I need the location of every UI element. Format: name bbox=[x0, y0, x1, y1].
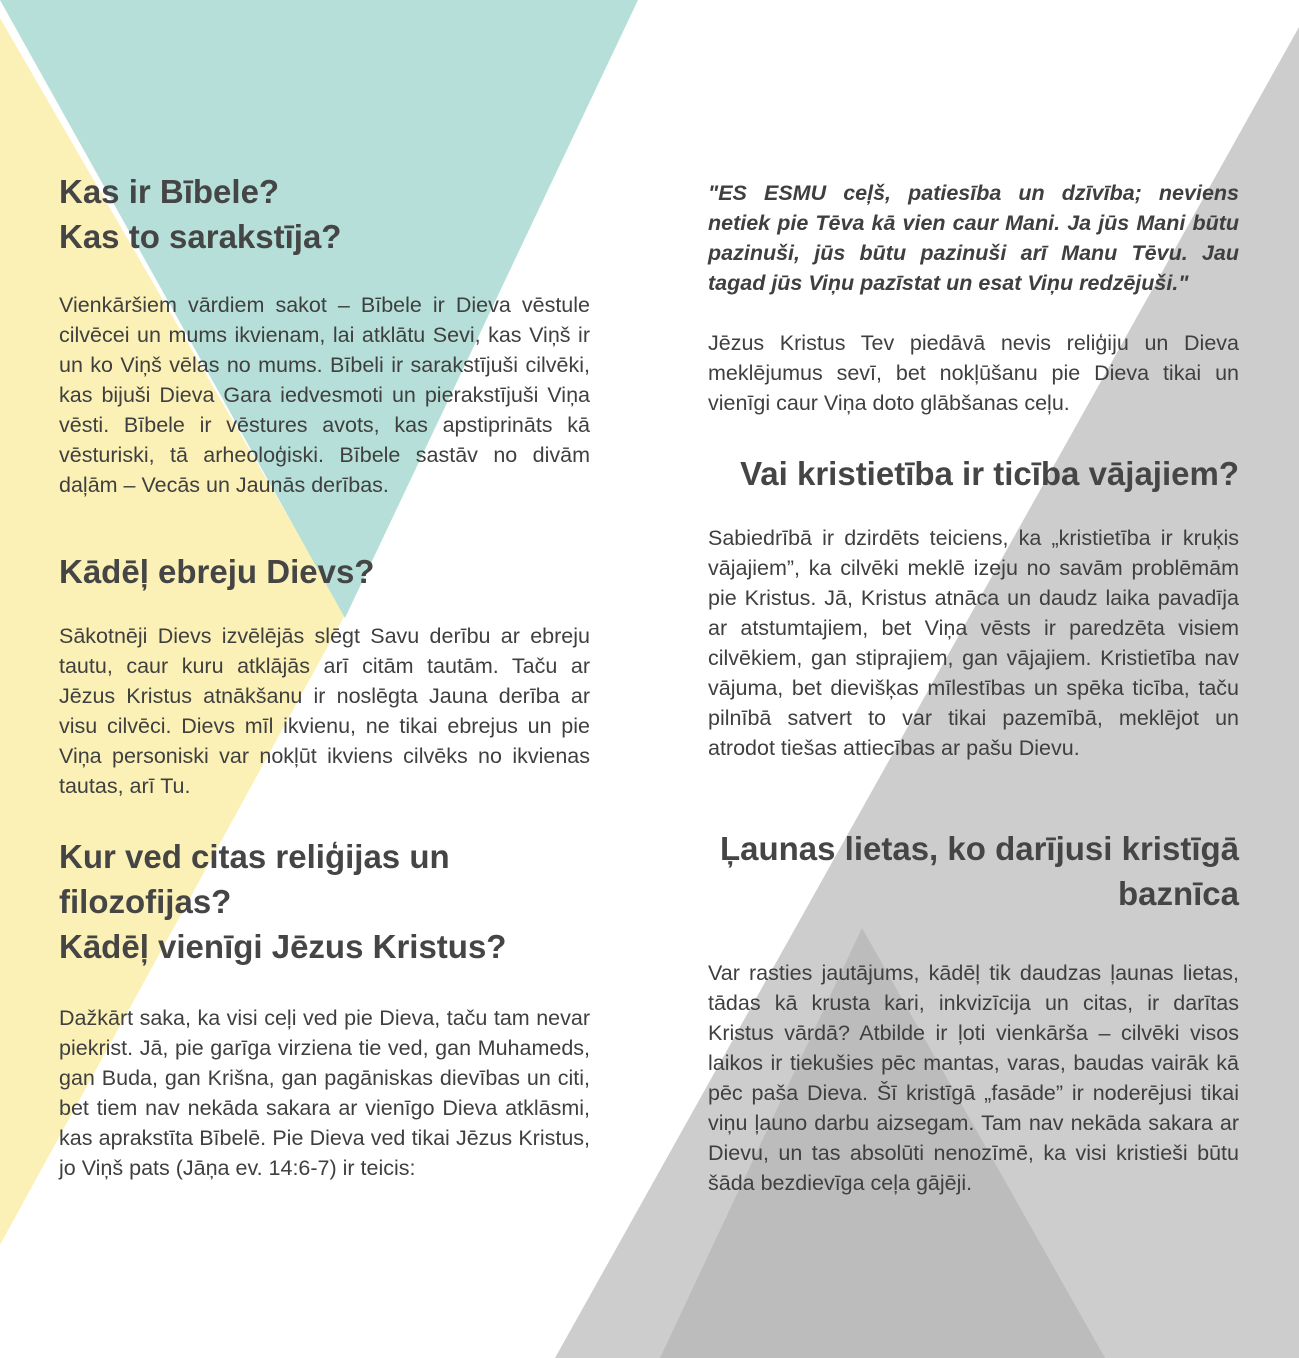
paragraph-church-evil: Var rasties jautājums, kādēļ tik daudzas ļaunas lietas, tādas kā krusta kari, inkvizīcija un citas, ir darītas Kristus vārdā? Atbilde ir ļoti vienkārša – cilvēki visos laikos ir tiekušies pēc mantas, varas, baudas vairāk kā pēc paša Dieva. Šī kristīgā „fasāde” ir noderējusi tikai viņu ļauno darbu aizsegam. Tam nav nekāda sakara ar Dievu, un tas absolūti nenozīmē, ka visi kristieši būtu šāda bezdievīga ceļa gājēji. bbox=[708, 961, 1239, 1195]
section-weak-faith bbox=[708, 451, 1239, 763]
paragraph-jewish-god: Sākotnēji Dievs izvēlējās slēgt Savu derību ar ebreju tautu, caur kuru atklājās arī citām tautām. Taču ar Jēzus Kristus atnākšanu ir noslēgta Jauna derība ar visu cilvēci. Dievs mīl ikvienu, ne tikai ebrejus un pie Viņa personiski var nokļūt ikviens cilvēks no ikvienas tautas, arī Tu. bbox=[59, 624, 590, 798]
heading-line: Kādēļ vienīgi Jēzus Kristus? bbox=[59, 928, 507, 965]
paragraph-weak-faith: Sabiedrībā ir dzirdēts teiciens, ka „kristietība ir kruķis vājajiem”, ka cilvēki meklē izeju no savām problēmām pie Kristus. Jā, Kristus atnāca un daudz laika pavadīja ar atstumtajiem, bet Viņa vēsts ir paredzēta visiem cilvēkiem, gan stiprajiem, gan vājajiem. Kristietība nav vājuma, bet dievišķas mīlestības un spēka ticība, taču pilnībā satvert to var tikai pazemībā, meklējot un atrodot tiešas attiecības ar pašu Dievu. bbox=[708, 526, 1239, 760]
heading-weak-faith: Vai kristietība ir ticība vājajiem? bbox=[740, 455, 1239, 492]
heading-line: baznīca bbox=[1117, 875, 1239, 912]
section-quote bbox=[708, 178, 1239, 418]
section-what-is-bible bbox=[59, 169, 590, 500]
heading-what-is-bible bbox=[59, 169, 590, 259]
heading-line: Kur ved citas reliģijas un bbox=[59, 838, 450, 875]
section-other-religions bbox=[59, 834, 590, 1183]
heading-jewish-god: Kādēļ ebreju Dievs? bbox=[59, 553, 375, 590]
paragraph-what-is-bible: Vienkāršiem vārdiem sakot – Bībele ir Dieva vēstule cilvēcei un mums ikvienam, lai atklātu Sevi, kas Viņš ir un ko Viņš vēlas no mums. Bībeli ir sarakstījuši cilvēki, kas bijuši Dieva Gara iedvesmoti un pierakstījuši Viņa vēsti. Bībele ir vēstures avots, kas apstiprināts kā vēsturiski, tā arheoloģiski. Bībele sastāv no divām daļām – Vecās un Jaunās derības. bbox=[59, 293, 590, 497]
heading-line: Kas to sarakstīja? bbox=[59, 218, 342, 255]
section-church-evil bbox=[708, 826, 1239, 1198]
heading-other-religions bbox=[59, 834, 590, 969]
paragraph-other-religions: Dažkārt saka, ka visi ceļi ved pie Dieva, taču tam nevar piekrist. Jā, pie garīga virziena tie ved, gan Muhameds, gan Buda, gan Krišna, gan pagāniskas dievības un citi, bet tiem nav nekāda sakara ar vienīgo Dieva atklāsmi, kas aprakstīta Bībelē. Pie Dieva ved tikai Jēzus Kristus, jo Viņš pats (Jāņa ev. 14:6-7) ir teicis: bbox=[59, 1006, 590, 1180]
section-jewish-god bbox=[59, 549, 590, 801]
heading-line: filozofijas? bbox=[59, 883, 232, 920]
paragraph-quote-intro: Jēzus Kristus Tev piedāvā nevis reliģiju un Dieva meklējumus sevī, bet nokļūšanu pie Dieva tikai un vienīgi caur Viņa doto glābšanas ceļu. bbox=[708, 331, 1239, 415]
heading-line: Kas ir Bībele? bbox=[59, 173, 280, 210]
heading-church-evil bbox=[708, 826, 1239, 916]
heading-line: Ļaunas lietas, ko darījusi kristīgā bbox=[719, 830, 1239, 867]
bible-quote: "ES ESMU ceļš, patiesība un dzīvība; neviens netiek pie Tēva kā vien caur Mani. Ja jūs Mani būtu pazinuši, jūs būtu pazinuši arī Manu Tēvu. Jau tagad jūs Viņu pazīstat un esat Viņu redzējuši." bbox=[708, 181, 1239, 295]
